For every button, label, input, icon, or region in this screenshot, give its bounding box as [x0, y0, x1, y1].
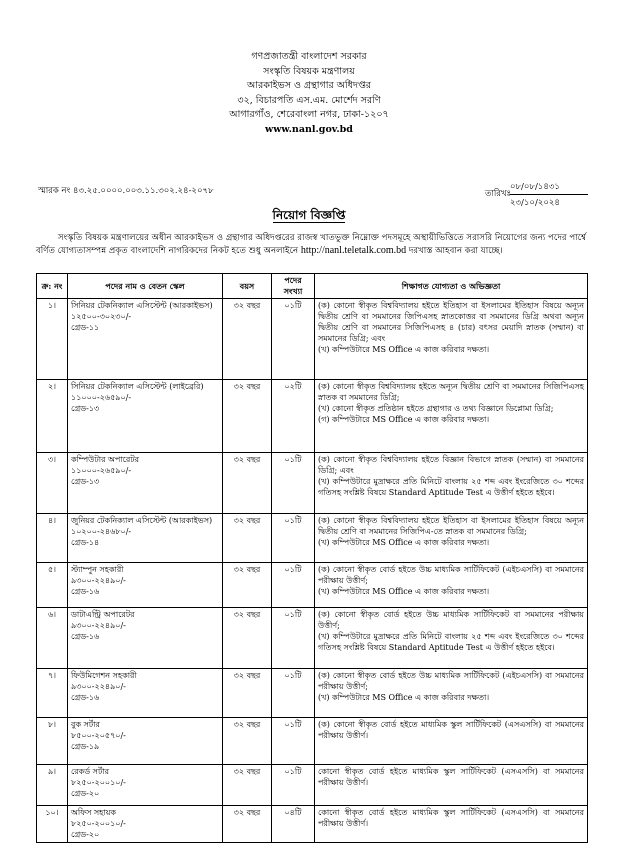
- qualification-line: (গ) কম্পিউটারে MS Office এ কাজ করিবার দক্ষতা।: [318, 415, 490, 424]
- qualification-line: (ক) কোনো স্বীকৃত বিশ্ববিদ্যালয় হইতে ইতিহাস বা ইসলামের ইতিহাস বিষয়ে অন্যূন দ্বিতীয় শ্রেণি বা সমমানের জিপিএসহ স্নাতকোত্তর বা সমমানের ডিগ্রি অথবা অন্যূন দ্বিতীয় শ্রেণি বা সমমানের সিজিপিএসহ ৪ (চার) বৎসর মেয়াদি স্নাতক (সম্মান) বা সমমানের ডিগ্রি; এবং: [318, 301, 584, 343]
- pay-grade: গ্রেড-১৩: [71, 404, 100, 413]
- age-cell: ৩২ বছর: [223, 669, 272, 718]
- letterhead: [0, 50, 618, 137]
- serial-cell: ৯।: [37, 765, 68, 806]
- vacancy-table: [36, 273, 588, 843]
- intro-text: সংস্কৃতি বিষয়ক মন্ত্রণালয়ের অধীন আরকাইভস ও গ্রন্থাগার অধিদপ্তরের রাজস্ব খাতভুক্ত নিম্নোক্ত পদসমূহে অস্থায়ীভিত্তিতে সরাসরি নিয়োগের জন্য পদের পার্শ্বে বর্ণিত যোগ্যতাসম্পন্ন প্রকৃত বাংলাদেশি নাগরিকদের নিকট হতে শুধু অনলাইনে: [36, 233, 587, 256]
- qualification-line: (খ) কম্পিউটারে মুদ্রাক্ষরে প্রতি মিনিটে বাংলায় ২৫ শব্দ এবং ইংরেজিতে ৩০ শব্দের গতিসহ সংশ্লিষ্ট বিষয়ে Standard Aptitude Test এ উত্তীর্ণ হইতে হইবে।: [318, 632, 584, 652]
- qualification-line: (ক) কোনো স্বীকৃত বোর্ড হইতে উচ্চ মাধ্যমিক সার্টিফিকেট বা সমমানের পরীক্ষায় উত্তীর্ণ;: [318, 610, 584, 630]
- table-row: [37, 718, 588, 765]
- post-name: সিনিয়র টেকনিক্যাল এসিস্টেন্ট (আরকাইভস): [71, 301, 213, 310]
- pay-scale: ৯৩০০-২২৪৯০/-: [71, 682, 126, 691]
- age-cell: ৩২ বছর: [223, 514, 272, 563]
- table-header-row: [37, 274, 588, 299]
- header-post: পদের নাম ও বেতন স্কেল: [68, 274, 223, 299]
- post-name: জুনিয়র টেকনিক্যাল এসিস্টেন্ট (আরকাইভস): [71, 516, 213, 525]
- pay-scale: ১২৫০০-৩০২৩০/-: [71, 312, 132, 321]
- pay-scale: ১১০০০-২৬৫৯০/-: [71, 393, 132, 402]
- age-cell: ৩২ বছর: [223, 453, 272, 514]
- header-qualification: শিক্ষাগত যোগ্যতা ও অভিজ্ঞতা: [315, 274, 588, 299]
- table-row: [37, 299, 588, 380]
- pay-scale: ৯৩০০-২২৪৯০/-: [71, 621, 126, 630]
- ministry-name: সংস্কৃতি বিষয়ক মন্ত্রণালয়: [263, 65, 355, 77]
- count-cell: ০১টি: [272, 514, 315, 563]
- post-name: সিনিয়র টেকনিক্যাল এসিস্টেন্ট (লাইব্রেরি): [71, 382, 204, 391]
- pay-scale: ১০২০০-২৪৬৮০/-: [71, 527, 132, 536]
- pay-grade: গ্রেড-১১: [71, 323, 100, 332]
- post-cell: [68, 765, 223, 806]
- qualification-cell: [315, 718, 588, 765]
- age-cell: ৩২ বছর: [223, 806, 272, 843]
- serial-cell: ৫।: [37, 563, 68, 608]
- header-count: পদের সংখ্যা: [272, 274, 315, 299]
- qualification-line: (ক) কোনো স্বীকৃত বিশ্ববিদ্যালয় হইতে ইতিহাস বা ইসলামের ইতিহাস বিষয়ে অন্যূন দ্বিতীয় শ্রেণি বা সমমানের সিজিপিএ-তে স্নাতক বা সমমানের ডিগ্রি;: [318, 516, 584, 536]
- post-cell: [68, 514, 223, 563]
- notice-title: [0, 207, 618, 227]
- qualification-line: (খ) কম্পিউটারে MS Office এ কাজ করিবার দক্ষতা।: [318, 693, 490, 702]
- qualification-cell: [315, 765, 588, 806]
- qualification-cell: [315, 563, 588, 608]
- post-cell: [68, 806, 223, 843]
- age-cell: ৩২ বছর: [223, 608, 272, 669]
- date-label: তারিখঃ: [485, 189, 512, 199]
- apply-url-link[interactable]: http://nanl.teletalk.com.bd: [300, 244, 407, 256]
- qualification-line: (ক) কোনো স্বীকৃত বোর্ড হইতে উচ্চ মাধ্যমিক সার্টিফিকেট (এইচএসসি) বা সমমানের পরীক্ষায় উত্তীর্ণ;: [318, 565, 584, 585]
- post-cell: [68, 608, 223, 669]
- serial-cell: ৪।: [37, 514, 68, 563]
- qualification-cell: [315, 608, 588, 669]
- qualification-line: কোনো স্বীকৃত বোর্ড হইতে মাধ্যমিক স্কুল সার্টিফিকেট (এসএসসি) বা সমমানের পরীক্ষায় উত্তীর্ণ।: [318, 767, 584, 787]
- qualification-line: (ক) কোনো স্বীকৃত বিশ্ববিদ্যালয় হইতে অন্যূন দ্বিতীয় শ্রেণি বা সমমানের সিজিপিএসহ স্নাতক বা সমমানের ডিগ্রি;: [318, 382, 584, 402]
- intro-text-end: দরখাস্ত আহবান করা যাচ্ছে।: [408, 245, 503, 256]
- serial-cell: ১০।: [37, 806, 68, 843]
- qualification-cell: [315, 299, 588, 380]
- memo-number: স্মারক নং ৪৩.২৫.০০০০.০০৩.১১.৩০২.২৪-২০৭৮: [38, 186, 214, 196]
- qualification-line: কোনো স্বীকৃত বোর্ড হইতে মাধ্যমিক স্কুল সার্টিফিকেট (এসএসসি) বা সমমানের পরীক্ষায় উত্তীর্ণ।: [318, 808, 584, 828]
- post-name: ডাটাএন্ট্রি অপারেটর: [71, 610, 135, 619]
- post-name: বুক সর্টার: [71, 720, 100, 729]
- intro-paragraph: [36, 232, 586, 257]
- pay-scale: ৯৩০০-২২৪৯০/-: [71, 576, 126, 585]
- serial-cell: ২।: [37, 380, 68, 453]
- serial-cell: ৬।: [37, 608, 68, 669]
- count-cell: ০১টি: [272, 299, 315, 380]
- serial-cell: ১।: [37, 299, 68, 380]
- count-cell: ০১টি: [272, 453, 315, 514]
- date-block: [485, 180, 588, 210]
- qualification-line: (খ) কোনো স্বীকৃত প্রতিষ্ঠান হইতে গ্রন্থাগার ও তথ্য বিজ্ঞানে ডিপ্লোমা ডিগ্রি;: [318, 404, 554, 413]
- age-cell: ৩২ বছর: [223, 380, 272, 453]
- qualification-cell: [315, 669, 588, 718]
- pay-scale: ৮২৫০-২০০১০/-: [71, 819, 126, 828]
- qualification-line: (ক) কোনো স্বীকৃত বোর্ড হইতে উচ্চ মাধ্যমিক সার্টিফিকেট (এইচএসসি) বা সমমানের পরীক্ষায় উত্তীর্ণ;: [318, 671, 584, 691]
- count-cell: ০১টি: [272, 563, 315, 608]
- table-row: [37, 806, 588, 843]
- pay-scale: ৮৫০০-২০৫৭০/-: [71, 731, 126, 740]
- qualification-cell: [315, 514, 588, 563]
- count-cell: ০৪টি: [272, 806, 315, 843]
- qualification-cell: [315, 806, 588, 843]
- count-cell: ০১টি: [272, 718, 315, 765]
- pay-scale: ৮২৫০-২০০১০/-: [71, 778, 126, 787]
- age-cell: ৩২ বছর: [223, 765, 272, 806]
- table-row: [37, 669, 588, 718]
- table-row: [37, 453, 588, 514]
- qualification-line: (খ) কম্পিউটারে মুদ্রাক্ষরে প্রতি মিনিটে বাংলায় ২৫ শব্দ এবং ইংরেজিতে ৩০ শব্দের গতিসহ সংশ্লিষ্ট বিষয়ে Standard Aptitude Test এ উত্তীর্ণ হইতে হইবে।: [318, 477, 584, 497]
- post-name: অফিস সহায়ক: [71, 808, 117, 817]
- post-cell: [68, 299, 223, 380]
- post-cell: [68, 563, 223, 608]
- qualification-cell: [315, 453, 588, 514]
- post-name: রেকর্ড সর্টার: [71, 767, 110, 776]
- post-cell: [68, 718, 223, 765]
- pay-scale: ১১০০০-২৬৫৯০/-: [71, 466, 132, 475]
- qualification-line: (ক) কোনো স্বীকৃত বোর্ড হইতে মাধ্যমিক স্কুল সার্টিফিকেট (এসএসসি) বা সমমানের পরীক্ষায় উত্তীর্ণ।: [318, 720, 584, 740]
- count-cell: ০১টি: [272, 608, 315, 669]
- department-name: আরকাইভস ও গ্রন্থাগার অধিদপ্তর: [246, 80, 372, 91]
- govt-name: গণপ্রজাতন্ত্রী বাংলাদেশ সরকার: [251, 51, 367, 62]
- post-cell: [68, 669, 223, 718]
- qualification-line: (ক) কোনো স্বীকৃত বিশ্ববিদ্যালয় হইতে বিজ্ঞান বিভাগে স্নাতক (সম্মান) বা সমমানের ডিগ্রি; এবং: [318, 455, 584, 475]
- pay-grade: গ্রেড-১৬: [71, 632, 100, 641]
- qualification-line: (খ) কম্পিউটারে MS Office এ কাজ করিবার দক্ষতা।: [318, 538, 490, 547]
- serial-cell: ৮।: [37, 718, 68, 765]
- qualification-line: (খ) কম্পিউটারে MS Office এ কাজ করিবার দক্ষতা।: [318, 345, 490, 354]
- count-cell: ০১টি: [272, 765, 315, 806]
- table-row: [37, 563, 588, 608]
- post-name: স্ট্যাম্পুন সহকারী: [71, 565, 124, 574]
- age-cell: ৩২ বছর: [223, 718, 272, 765]
- pay-grade: গ্রেড-১৬: [71, 693, 100, 702]
- address-line-1: ৩২, বিচারপতি এস.এম. মোর্শেদ সরণি: [237, 94, 381, 106]
- table-row: [37, 765, 588, 806]
- date-english: ২৩/১০/২০২৪: [510, 194, 588, 210]
- pay-grade: গ্রেড-১৪: [71, 538, 100, 547]
- header-age: বয়স: [223, 274, 272, 299]
- count-cell: ০১টি: [272, 669, 315, 718]
- pay-grade: গ্রেড-২০: [71, 830, 100, 839]
- notice-title-text: নিয়োগ বিজ্ঞপ্তি: [272, 208, 346, 222]
- age-cell: ৩২ বছর: [223, 299, 272, 380]
- count-cell: ০২টি: [272, 380, 315, 453]
- pay-grade: গ্রেড-১৬: [71, 587, 100, 596]
- header-serial: ক্র: নং: [37, 274, 68, 299]
- post-name: কম্পিউটার অপারেটর: [71, 455, 140, 464]
- post-name: ফিউমিগেশন সহকারী: [71, 671, 137, 680]
- table-row: [37, 380, 588, 453]
- pay-grade: গ্রেড-১৩: [71, 477, 100, 486]
- qualification-line: (খ) কম্পিউটারে MS Office এ কাজ করিবার দক্ষতা।: [318, 587, 490, 596]
- serial-cell: ৭।: [37, 669, 68, 718]
- post-cell: [68, 453, 223, 514]
- website-link[interactable]: www.nanl.gov.bd: [265, 123, 353, 135]
- pay-grade: গ্রেড-২০: [71, 789, 100, 798]
- address-line-2: আগারগাঁও, শেরেবাংলা নগর, ঢাকা-১২০৭: [229, 109, 389, 120]
- qualification-cell: [315, 380, 588, 453]
- pay-grade: গ্রেড-১৯: [71, 742, 100, 751]
- serial-cell: ৩।: [37, 453, 68, 514]
- date-bangla: ০৮/০৮/১৪৩১: [510, 182, 560, 192]
- post-cell: [68, 380, 223, 453]
- table-row: [37, 608, 588, 669]
- table-row: [37, 514, 588, 563]
- age-cell: ৩২ বছর: [223, 563, 272, 608]
